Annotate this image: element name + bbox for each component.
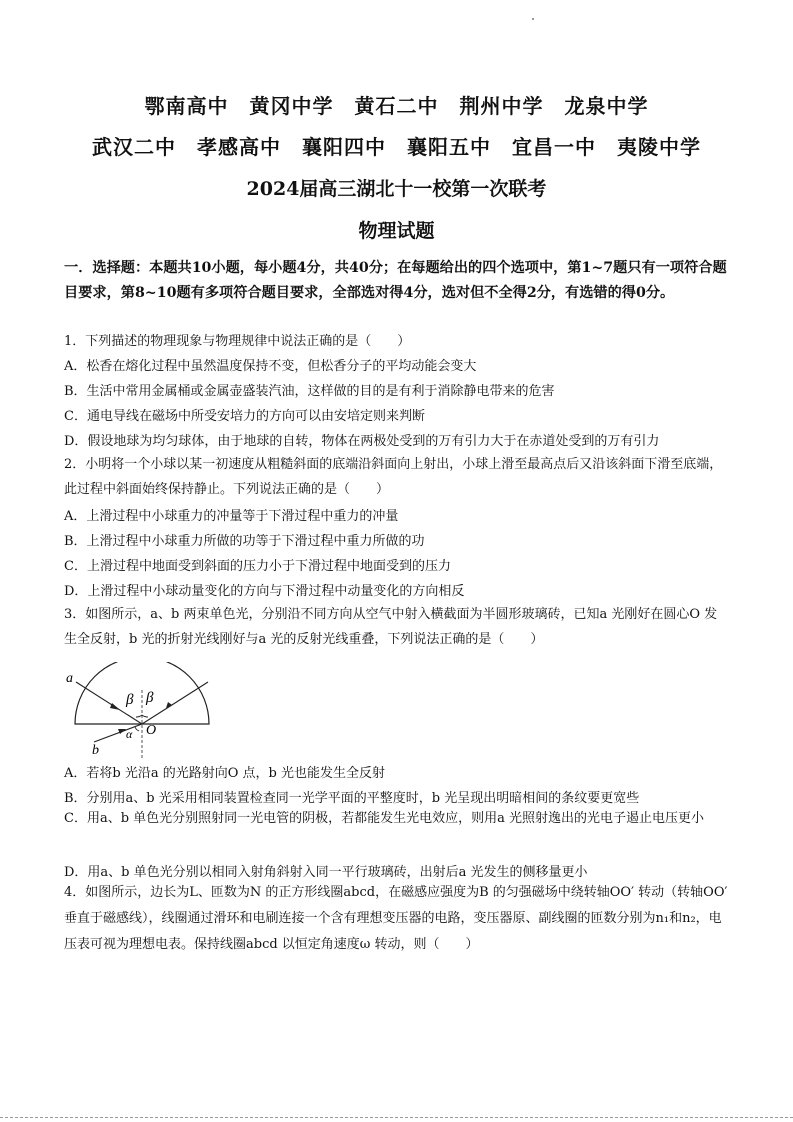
q3-option-d: D．用a、b 单色光分别以相同入射角斜射入同一平行玻璃砖，出射后a 光发生的侧移量更小: [64, 865, 588, 880]
q2-option-a: A．上滑过程中小球重力的冲量等于下滑过程中重力的冲量: [64, 509, 399, 524]
school-list-line2: 武汉二中 孝感高中 襄阳四中 襄阳五中 宜昌一中 夷陵中学: [92, 135, 701, 159]
ray-b-incident: [94, 724, 142, 742]
label-O: O: [146, 723, 157, 738]
q3-stem: 3．如图所示，a、b 两束单色光，分别沿不同方向从空气中射入横截面为半圆形玻璃砖，已知a 光刚好在圆心O 发生全反射，b 光的折射光线刚好与a 光的反射光线重叠，下列说法正确的是（ ）: [64, 607, 718, 647]
q1-option-b: B．生活中常用金属桶或金属壶盛装汽油，这样做的目的是有利于消除静电带来的危害: [64, 384, 555, 399]
page-bottom-rule: [0, 1117, 793, 1119]
q1-option-c: C．通电导线在磁场中所受安培力的方向可以由安培定则来判断: [64, 409, 425, 424]
q1-option-a: A．松香在熔化过程中虽然温度保持不变，但松香分子的平均动能会变大: [64, 359, 477, 374]
q2-stem: 2．小明将一个小球以某一初速度从粗糙斜面的底端沿斜面向上射出，小球上滑至最高点后又沿该斜面下滑至底端，此过程中斜面始终保持静止。下列说法正确的是（ ）: [64, 457, 723, 497]
q1-option-d: D．假设地球为均匀球体，由于地球的自转，物体在两极处受到的万有引力大于在赤道处受到的万有引力: [64, 434, 660, 449]
semicircle-glass-figure: [60, 662, 220, 760]
q2-option-d: D．上滑过程中小球动量变化的方向与下滑过程中动量变化的方向相反: [64, 584, 465, 599]
section-instructions: 一．选择题：本题共10小题，每小题4分，共40分；在每题给出的四个选项中，第1~7题只有一项符合题目要求，第8~10题有多项符合题目要求，全部选对得4分，选对但不全得2分，有选错的得0分。: [64, 260, 727, 301]
q3-option-a: A．若将b 光沿a 的光路射向O 点，b 光也能发生全反射: [64, 766, 385, 781]
scan-dot: [532, 18, 534, 20]
label-alpha: α: [126, 727, 133, 741]
q3-option-b: B．分别用a、b 光采用相同装置检查同一光学平面的平整度时，b 光呈现出明暗相间的条纹要更宽些: [64, 791, 640, 806]
q3-option-c: C．用a、b 单色光分别照射同一光电管的阴极，若都能发生光电效应，则用a 光照射逸出的光电子遏止电压更小: [64, 811, 705, 826]
angle-arc-left: [136, 715, 142, 717]
label-beta-right: β: [146, 690, 154, 706]
label-beta-left: β: [126, 692, 134, 708]
q2-option-c: C．上滑过程中地面受到斜面的压力小于下滑过程中地面受到的压力: [64, 559, 451, 574]
q2-option-b: B．上滑过程中小球重力所做的功等于下滑过程中重力所做的功: [64, 534, 425, 549]
ray-b-arrow: [118, 729, 126, 734]
angle-arc-right: [142, 715, 148, 717]
label-b: b: [92, 743, 99, 758]
subject-title: 物理试题: [358, 220, 435, 242]
school-list-line1: 鄂南高中 黄冈中学 黄石二中 荆州中学 龙泉中学: [144, 94, 649, 118]
q1-stem: 1．下列描述的物理现象与物理规律中说法正确的是（ ）: [64, 334, 411, 349]
label-a: a: [66, 671, 73, 686]
q4-stem: 4．如图所示，边长为L、匝数为N 的正方形线圈abcd，在磁感应强度为B 的匀强磁场中绕转轴OO′ 转动（转轴OO′ 垂直于磁感线），线圈通过滑环和电刷连接一个含有理想变压器的电路，变压器原、副线圈的匝数分别为n₁和n₂，电压表可视为理想电表。保持线圈abcd 以恒定角速度ω 转动，则（ ）: [64, 885, 728, 952]
angle-arc-alpha: [135, 727, 139, 731]
exam-title: 2024届高三湖北十一校第一次联考: [246, 178, 547, 200]
